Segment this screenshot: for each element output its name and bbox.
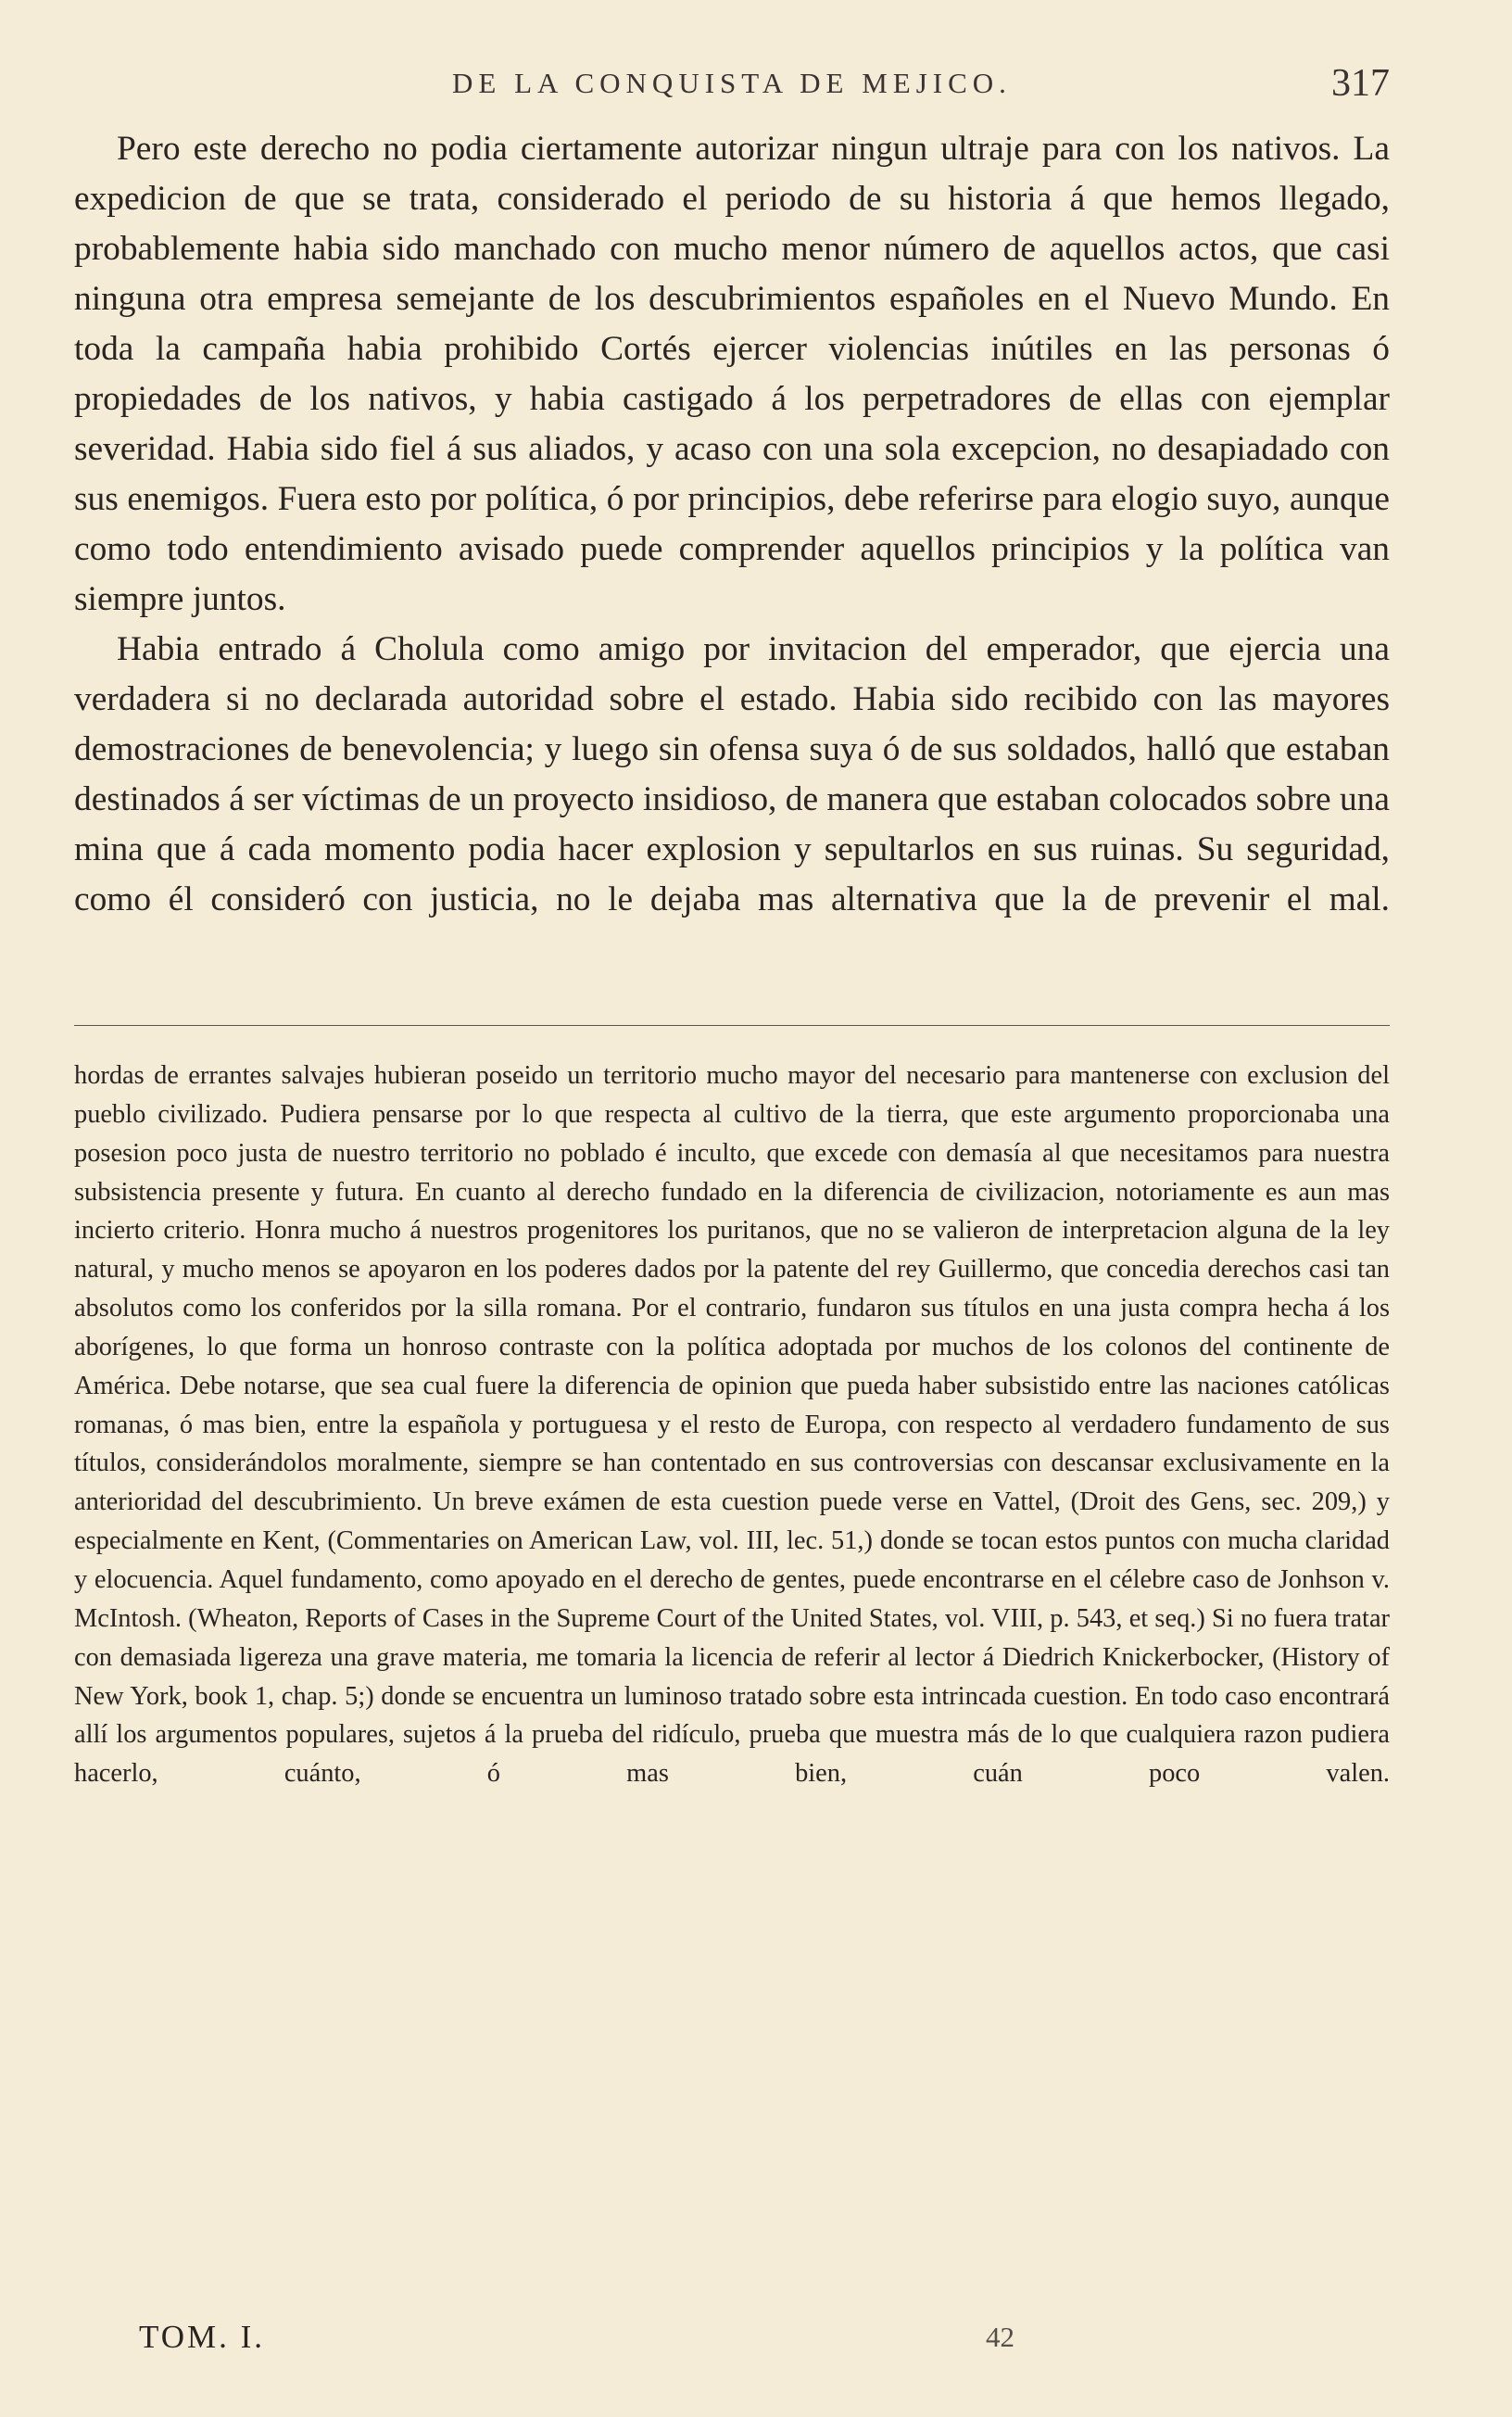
main-text	[74, 124, 1390, 925]
page-footer	[74, 2319, 1390, 2365]
footnote	[74, 1057, 1390, 1793]
footnote-divider	[74, 1025, 1390, 1026]
volume-mark: TOM. I.	[139, 2319, 266, 2355]
footnote-text: hordas de errantes salvajes hubieran poseido un territorio mucho mayor del necesario para mantenerse con exclusion del pueblo civilizado. Pudiera pensarse por lo que respecta al cultivo de la tierra, que este argumento proporcionaba una posesion poco justa de nuestro territorio no poblado é inculto, que excede con demasía al que necesitamos para nuestra subsistencia presente y futura. En cuanto al derecho fundado en la diferencia de civilizacion, notoriamente es aun mas incierto criterio. Honra mucho á nuestros progenitores los puritanos, que no se valieron de interpretacion alguna de la ley natural, y mucho menos se apoyaron en los poderes dados por la patente del rey Guillermo, que concedia derechos casi tan absolutos como los conferidos por la silla romana. Por el contrario, fundaron sus títulos en una justa compra hecha á los aborígenes, lo que forma un honroso contraste con la política adoptada por muchos de los colonos del continente de América. Debe notarse, que sea cual fuere la diferencia de opinion que pueda haber subsistido entre las naciones católicas romanas, ó mas bien, entre la española y portuguesa y el resto de Europa, con respecto al verdadero fundamento de sus títulos, considerándolos moralmente, siempre se han contentado en sus controversias con descansar exclusivamente en la anterioridad del descubrimiento. Un breve exámen de esta cuestion puede verse en Vattel, (Droit des Gens, sec. 209,) y especialmente en Kent, (Commentaries on American Law, vol. III, lec. 51,) donde se tocan estos puntos con mucha claridad y elocuencia. Aquel fundamento, como apoyado en el derecho de gentes, puede encontrarse en el célebre caso de Jonhson v. McIntosh. (Wheaton, Reports of Cases in the Supreme Court of the United States, vol. VIII, p. 543, et seq.) Si no fuera tratar con demasiada ligereza una grave materia, me tomaria la licencia de referir al lector á Diedrich Knickerbocker, (History of New York, book 1, chap. 5;) donde se encuentra un luminoso tratado sobre esta intrincada cuestion. En todo caso encontrará allí los argumentos populares, sujetos á la prueba del ridículo, prueba que muestra más de lo que cualquiera razon pudiera hacerlo, cuánto, ó mas bien, cuán poco valen.	[74, 1061, 1390, 1789]
page-header	[74, 61, 1390, 117]
page-number: 317	[1331, 62, 1390, 105]
paragraph-2: Habia entrado á Cholula como amigo por invitacion del emperador, que ejercia una verdadera si no declarada autoridad sobre el estado. Habia sido recibido con las mayores demostraciones de benevolencia; y luego sin ofensa suya ó de sus soldados, halló que estaban destinados á ser víctimas de un proyecto insidioso, de manera que estaban colocados sobre una mina que á cada momento podia hacer explosion y sepultarlos en sus ruinas. Su seguridad, como él consideró con justicia, no le dejaba mas alternativa que la de prevenir el mal.	[74, 630, 1390, 918]
signature-number: 42	[986, 2321, 1014, 2353]
paragraph-1: Pero este derecho no podia ciertamente autorizar ningun ultraje para con los nativos. La expedicion de que se trata, considerado el periodo de su historia á que hemos llegado, probablemente habia sido manchado con mucho menor número de aquellos actos, que casi ninguna otra empresa semejante de los descubrimientos españoles en el Nuevo Mundo. En toda la campaña habia prohibido Cortés ejercer violencias inútiles en las personas ó propiedades de los nativos, y habia castigado á los perpetradores de ellas con ejemplar severidad. Habia sido fiel á sus aliados, y acaso con una sola excepcion, no desapiadado con sus enemigos. Fuera esto por política, ó por principios, debe referirse para elogio suyo, aunque como todo entendimiento avisado puede comprender aquellos principios y la política van siempre juntos.	[74, 130, 1390, 618]
running-title: DE LA CONQUISTA DE MEJICO.	[452, 67, 1012, 99]
